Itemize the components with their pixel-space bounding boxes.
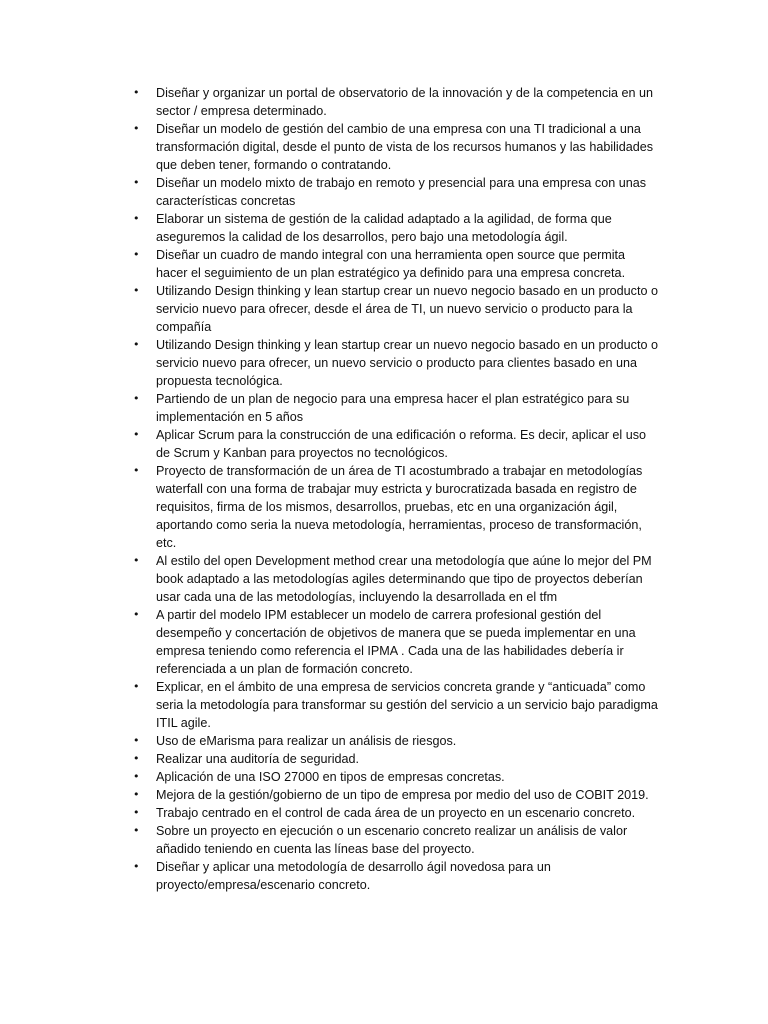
list-item xyxy=(0,336,768,390)
list-item-text: Al estilo del open Development method crear una metodología que aúne lo mejor del PM book adaptado a las metodologías agiles determinando que tipo de proyectos deberían usar cada una de las metodologías, incluyendo la desarrollada en el tfm xyxy=(156,554,652,604)
bullet-icon: • xyxy=(133,428,140,441)
list-item-text: Utilizando Design thinking y lean startup crear un nuevo negocio basado en un producto o servicio nuevo para ofrecer, un nuevo servicio o producto para clientes basado en una propuesta tecnológica. xyxy=(156,338,658,388)
list-item-text: Trabajo centrado en el control de cada área de un proyecto en un escenario concreto. xyxy=(156,806,636,820)
list-item xyxy=(0,768,768,786)
list-item xyxy=(0,732,768,750)
bullet-icon: • xyxy=(133,770,140,783)
list-item-text: Aplicación de una ISO 27000 en tipos de empresas concretas. xyxy=(156,770,505,784)
list-item xyxy=(0,246,768,282)
list-item-text: Diseñar y aplicar una metodología de desarrollo ágil novedosa para un proyecto/empresa/escenario concreto. xyxy=(156,860,551,892)
topic-bullet-list xyxy=(0,84,768,894)
list-item xyxy=(0,552,768,606)
bullet-icon: • xyxy=(133,212,140,225)
list-item-text: Diseñar un cuadro de mando integral con una herramienta open source que permita hacer el seguimiento de un plan estratégico ya definido para una empresa concreta. xyxy=(156,248,626,280)
bullet-icon: • xyxy=(133,248,140,261)
bullet-icon: • xyxy=(133,806,140,819)
bullet-icon: • xyxy=(133,554,140,567)
list-item-text: Diseñar un modelo de gestión del cambio de una empresa con una TI tradicional a una transformación digital, desde el punto de vista de los recursos humanos y las habilidades que deben tener, formando o contratando. xyxy=(156,122,654,172)
list-item-text: Utilizando Design thinking y lean startup crear un nuevo negocio basado en un producto o servicio nuevo para ofrecer, desde el área de TI, un nuevo servicio o producto para la compañía xyxy=(156,284,658,334)
list-item xyxy=(0,174,768,210)
bullet-icon: • xyxy=(133,86,140,99)
list-item-text: Uso de eMarisma para realizar un análisis de riesgos. xyxy=(156,734,457,748)
list-item xyxy=(0,120,768,174)
list-item xyxy=(0,678,768,732)
list-item xyxy=(0,210,768,246)
bullet-icon: • xyxy=(133,860,140,873)
list-item-text: A partir del modelo IPM establecer un modelo de carrera profesional gestión del desempeño y concertación de objetivos de manera que se pueda implementar en una empresa teniendo como referencia el IPMA . Cada una de las habilidades debería ir referenciada a un plan de formación concreto. xyxy=(156,608,636,676)
bullet-icon: • xyxy=(133,284,140,297)
list-item xyxy=(0,426,768,462)
list-item xyxy=(0,804,768,822)
list-item xyxy=(0,390,768,426)
bullet-icon: • xyxy=(133,680,140,693)
list-item-text: Explicar, en el ámbito de una empresa de servicios concreta grande y “anticuada” como seria la metodología para transformar su gestión del servicio a un servicio bajo paradigma ITIL agile. xyxy=(156,680,658,730)
list-item-text: Realizar una auditoría de seguridad. xyxy=(156,752,360,766)
list-item-text: Sobre un proyecto en ejecución o un escenario concreto realizar un análisis de valor añadido teniendo en cuenta las líneas base del proyecto. xyxy=(156,824,628,856)
list-item xyxy=(0,462,768,552)
list-item xyxy=(0,858,768,894)
bullet-icon: • xyxy=(133,464,140,477)
list-item-text: Aplicar Scrum para la construcción de una edificación o reforma. Es decir, aplicar el uso de Scrum y Kanban para proyectos no tecnológicos. xyxy=(156,428,646,460)
list-item-text: Elaborar un sistema de gestión de la calidad adaptado a la agilidad, de forma que aseguremos la calidad de los desarrollos, pero bajo una metodología ágil. xyxy=(156,212,612,244)
list-item-text: Proyecto de transformación de un área de TI acostumbrado a trabajar en metodologías waterfall con una forma de trabajar muy estricta y burocratizada basada en registro de requisitos, firma de los mismos, desarrollos, pruebas, etc en una organización ágil, aportando como seria la nueva metodología, herramientas, proceso de transformación, etc. xyxy=(156,464,643,550)
list-item-text: Partiendo de un plan de negocio para una empresa hacer el plan estratégico para su implementación en 5 años xyxy=(156,392,630,424)
list-item xyxy=(0,282,768,336)
bullet-icon: • xyxy=(133,824,140,837)
bullet-icon: • xyxy=(133,338,140,351)
list-item xyxy=(0,786,768,804)
bullet-icon: • xyxy=(133,392,140,405)
list-item xyxy=(0,606,768,678)
bullet-icon: • xyxy=(133,788,140,801)
list-item xyxy=(0,750,768,768)
list-item-text: Mejora de la gestión/gobierno de un tipo de empresa por medio del uso de COBIT 2019. xyxy=(156,788,649,802)
list-item xyxy=(0,822,768,858)
list-item xyxy=(0,84,768,120)
bullet-icon: • xyxy=(133,734,140,747)
list-item-text: Diseñar un modelo mixto de trabajo en remoto y presencial para una empresa con unas características concretas xyxy=(156,176,647,208)
bullet-icon: • xyxy=(133,752,140,765)
list-item-text: Diseñar y organizar un portal de observatorio de la innovación y de la competencia en un sector / empresa determinado. xyxy=(156,86,654,118)
bullet-icon: • xyxy=(133,176,140,189)
bullet-icon: • xyxy=(133,122,140,135)
bullet-icon: • xyxy=(133,608,140,621)
